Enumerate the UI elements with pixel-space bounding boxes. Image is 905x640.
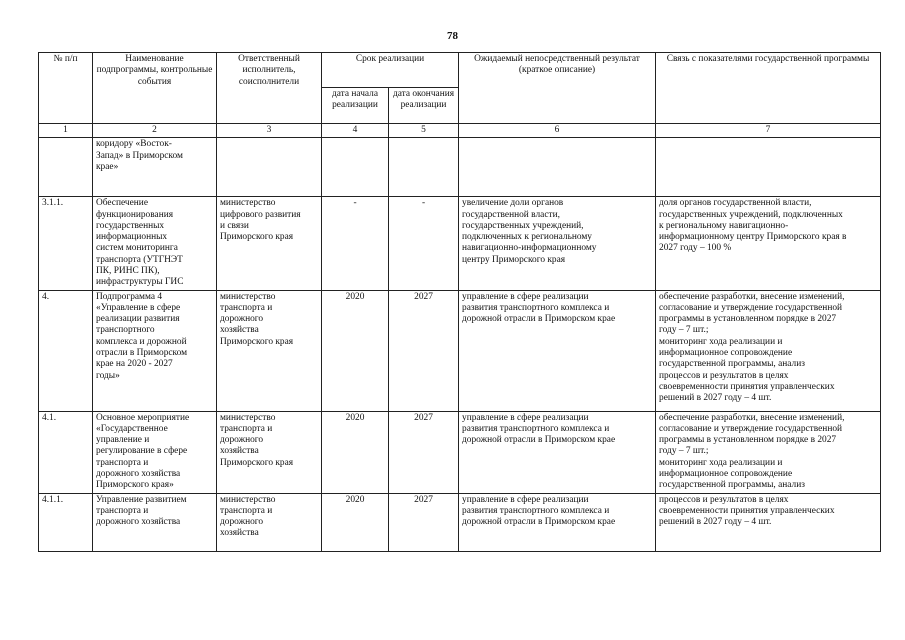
program-table bbox=[38, 52, 881, 552]
row-result: управление в сфере реализации развития транспортного комплекса и дорожной отрасли в Приморском крае bbox=[459, 493, 656, 551]
row-end bbox=[389, 138, 459, 197]
row-link bbox=[656, 138, 881, 197]
header-num: № п/п bbox=[39, 53, 93, 124]
header-link: Связь с показателями государственной программы bbox=[656, 53, 881, 124]
table-row bbox=[39, 493, 881, 551]
row-name: Управление развитием транспорта и дорожного хозяйства bbox=[93, 493, 217, 551]
column-number: 6 bbox=[459, 124, 656, 138]
row-responsible: министерство транспорта и дорожного хозяйства Приморского края bbox=[217, 411, 322, 493]
row-responsible: министерство транспорта и дорожного хозяйства bbox=[217, 493, 322, 551]
row-end: - bbox=[389, 197, 459, 290]
header-name: Наименование подпрограммы, контрольные события bbox=[93, 53, 217, 124]
page-number: 78 bbox=[447, 30, 458, 42]
column-number: 4 bbox=[322, 124, 389, 138]
row-responsible: министерство транспорта и дорожного хозяйства Приморского края bbox=[217, 290, 322, 411]
row-responsible bbox=[217, 138, 322, 197]
table-row bbox=[39, 197, 881, 290]
row-end: 2027 bbox=[389, 290, 459, 411]
table-row bbox=[39, 411, 881, 493]
row-end: 2027 bbox=[389, 411, 459, 493]
row-result: управление в сфере реализации развития транспортного комплекса и дорожной отрасли в Приморском крае bbox=[459, 411, 656, 493]
header-row bbox=[39, 53, 881, 88]
row-start: 2020 bbox=[322, 290, 389, 411]
header-period: Срок реализации bbox=[322, 53, 459, 88]
row-name: коридору «Восток- Запад» в Приморском крае» bbox=[93, 138, 217, 197]
row-link: процессов и результатов в целях своевременности принятия управленческих решений в 2027 году – 4 шт. bbox=[656, 493, 881, 551]
header-responsible: Ответственный исполнитель, соисполнители bbox=[217, 53, 322, 124]
table-row bbox=[39, 290, 881, 411]
column-number: 1 bbox=[39, 124, 93, 138]
row-name: Подпрограмма 4 «Управление в сфере реализации развития транспортного комплекса и дорожной отрасли в Приморском крае на 2020 - 2027 годы» bbox=[93, 290, 217, 411]
row-num: 4. bbox=[39, 290, 93, 411]
column-number: 7 bbox=[656, 124, 881, 138]
column-numbers-row bbox=[39, 124, 881, 138]
row-num: 4.1.1. bbox=[39, 493, 93, 551]
row-responsible: министерство цифрового развития и связи Приморского края bbox=[217, 197, 322, 290]
row-name: Основное мероприятие «Государственное управление и регулирование в сфере транспорта и дорожного хозяйства Приморского края» bbox=[93, 411, 217, 493]
row-result: увеличение доли органов государственной власти, государственных учреждений, подключенных к региональному навигационно-информационному центру Приморского края bbox=[459, 197, 656, 290]
row-num: 3.1.1. bbox=[39, 197, 93, 290]
row-start: - bbox=[322, 197, 389, 290]
row-end: 2027 bbox=[389, 493, 459, 551]
row-start: 2020 bbox=[322, 493, 389, 551]
row-result: управление в сфере реализации развития транспортного комплекса и дорожной отрасли в Приморском крае bbox=[459, 290, 656, 411]
column-number: 5 bbox=[389, 124, 459, 138]
header-start: дата начала реализации bbox=[322, 88, 389, 124]
row-start: 2020 bbox=[322, 411, 389, 493]
row-link: обеспечение разработки, внесение изменений, согласование и утверждение государственной программы в установленном порядке в 2027 году – 7 шт.; мониторинг хода реализации и информационное сопровождение государственной программы, анализ bbox=[656, 411, 881, 493]
row-num bbox=[39, 138, 93, 197]
column-number: 3 bbox=[217, 124, 322, 138]
row-result bbox=[459, 138, 656, 197]
row-name: Обеспечение функционирования государственных информационных систем мониторинга транспорта (УТГНЭТ ПК, РИНС ПК), инфраструктуры ГИС bbox=[93, 197, 217, 290]
row-link: обеспечение разработки, внесение изменений, согласование и утверждение государственной программы в установленном порядке в 2027 году – 7 шт.; мониторинг хода реализации и информационное сопровождение государственной программы, анализ процессов и результатов в целях своевременности принятия управленческих решений в 2027 году – 4 шт. bbox=[656, 290, 881, 411]
row-link: доля органов государственной власти, государственных учреждений, подключенных к региональному навигационно- информационному центру Приморского края в 2027 году – 100 % bbox=[656, 197, 881, 290]
row-start bbox=[322, 138, 389, 197]
header-end: дата окончания реализации bbox=[389, 88, 459, 124]
header-result: Ожидаемый непосредственный результат (краткое описание) bbox=[459, 53, 656, 124]
row-num: 4.1. bbox=[39, 411, 93, 493]
table-row bbox=[39, 138, 881, 197]
column-number: 2 bbox=[93, 124, 217, 138]
